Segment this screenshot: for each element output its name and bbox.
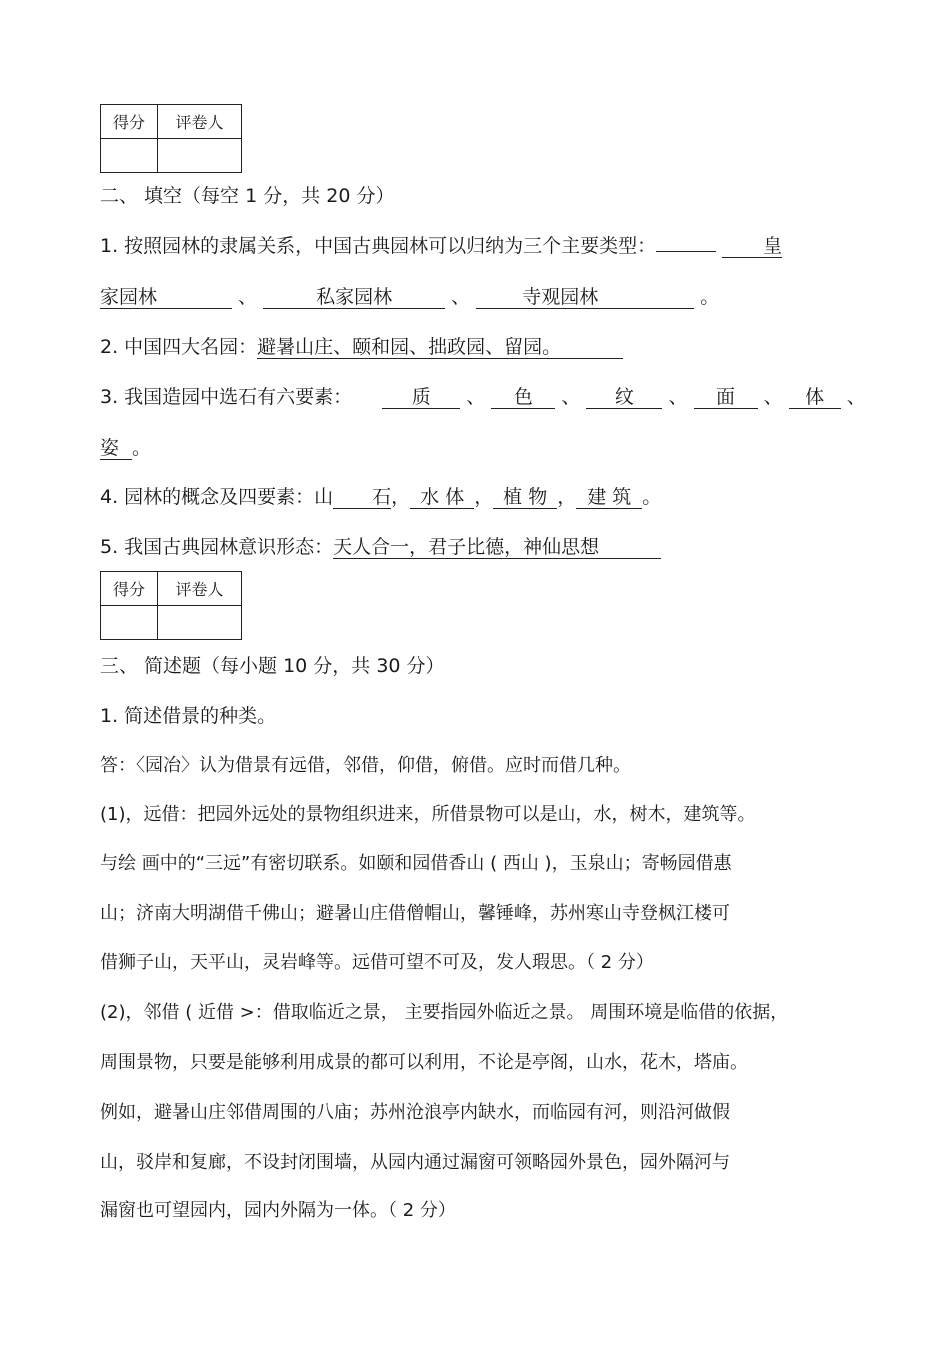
- question-4: 4. 园林的概念及四要素：山 石， 水 体 ， 植 物 ， 建 筑 。: [100, 486, 662, 508]
- score-cell: [101, 139, 158, 173]
- answer-4d: 建 筑: [576, 486, 642, 509]
- answer-4a: 石: [333, 486, 391, 509]
- answer-line: 与绘 画中的“三远”有密切联系。如颐和园借香山 ( 西山 )，玉泉山；寄畅园借惠: [100, 853, 732, 874]
- answer-line: 借狮子山，天平山，灵岩峰等。远借可望不可及，发人瑕思。（ 2 分）: [100, 952, 654, 973]
- score-header: 得分: [101, 572, 158, 606]
- section-2-title: 二、 填空（每空 1 分，共 20 分）: [100, 185, 395, 207]
- answer-line: (2)，邻借 ( 近借 >：借取临近之景， 主要指园外临近之景。 周围环境是临借的依据，: [100, 1002, 789, 1023]
- question-4-text: 4. 园林的概念及四要素：山: [100, 486, 334, 508]
- question-2: [100, 335, 623, 359]
- score-table: [100, 571, 242, 640]
- question-2-text: 2. 中国四大名园：: [100, 336, 258, 358]
- answer-line: (1)，远借：把园外远处的景物组织进来，所借景物可以是山，水，树木，建筑等。: [100, 804, 756, 825]
- score-cell: [101, 606, 158, 640]
- answer-3b: 色: [491, 386, 555, 409]
- grader-header: 评卷人: [158, 105, 242, 139]
- answer-1b: 私家园林: [263, 286, 445, 309]
- question-3-text: 3. 我国造园中选石有六要素：: [100, 386, 353, 408]
- answer-3f: 姿: [100, 437, 132, 460]
- answer-4c: 植 物: [493, 486, 557, 509]
- answer-3e: 体: [789, 386, 841, 409]
- grader-cell: [158, 139, 242, 173]
- answer-1c: 寺观园林: [476, 286, 694, 309]
- answer-line: 山，驳岸和复廊，不设封闭围墙，从园内通过漏窗可领略园外景色，园外隔河与: [100, 1152, 730, 1173]
- answer-line: 周围景物，只要是能够利用成景的都可以利用，不论是亭阁，山水，花木，塔庙。: [100, 1052, 748, 1073]
- score-table: [100, 104, 242, 173]
- answer-line: 答：〈园冶〉认为借景有远借，邻借，仰借，俯借。应时而借几种。: [100, 755, 631, 776]
- score-header: 得分: [101, 105, 158, 139]
- question-1-text: 1. 按照园林的隶属关系，中国古典园林可以归纳为三个主要类型：: [100, 235, 657, 257]
- answer-3c: 纹: [586, 386, 662, 409]
- question-5-text: 5. 我国古典园林意识形态：: [100, 536, 334, 558]
- question-3: 3. 我国造园中选石有六要素： 质 、 色 、 纹 、 面 、 体 、: [100, 386, 866, 408]
- answer-4b: 水 体: [410, 486, 474, 509]
- grader-header: 评卷人: [158, 572, 242, 606]
- answer-3d: 面: [694, 386, 758, 409]
- answer-3a: 质: [382, 386, 460, 409]
- answer-1a: 皇: [722, 235, 782, 258]
- answer-1a-cont: 家园林: [100, 286, 232, 309]
- section-3-title: 三、 简述题（每小题 10 分，共 30 分）: [100, 655, 445, 677]
- question-1: [100, 234, 782, 258]
- answer-line: 山；济南大明湖借千佛山；避暑山庄借僧帽山，馨锤峰，苏州寒山寺登枫江楼可: [100, 903, 730, 924]
- answer-line: 漏窗也可望园内，园内外隔为一体。（ 2 分）: [100, 1200, 456, 1221]
- answer-line: 例如，避暑山庄邻借周围的八庙；苏州沧浪亭内缺水，而临园有河，则沿河做假: [100, 1102, 730, 1123]
- question-5: [100, 535, 661, 559]
- question-1-cont: 家园林 、 私家园林 、 寺观园林 。: [100, 286, 720, 308]
- answer-5: 天人合一，君子比德，神仙思想: [333, 536, 661, 559]
- answer-2: 避暑山庄、颐和园、拙政园、留园。: [257, 336, 623, 359]
- short-question-1: 1. 简述借景的种类。: [100, 705, 277, 727]
- question-3-cont: 姿 。: [100, 437, 152, 459]
- grader-cell: [158, 606, 242, 640]
